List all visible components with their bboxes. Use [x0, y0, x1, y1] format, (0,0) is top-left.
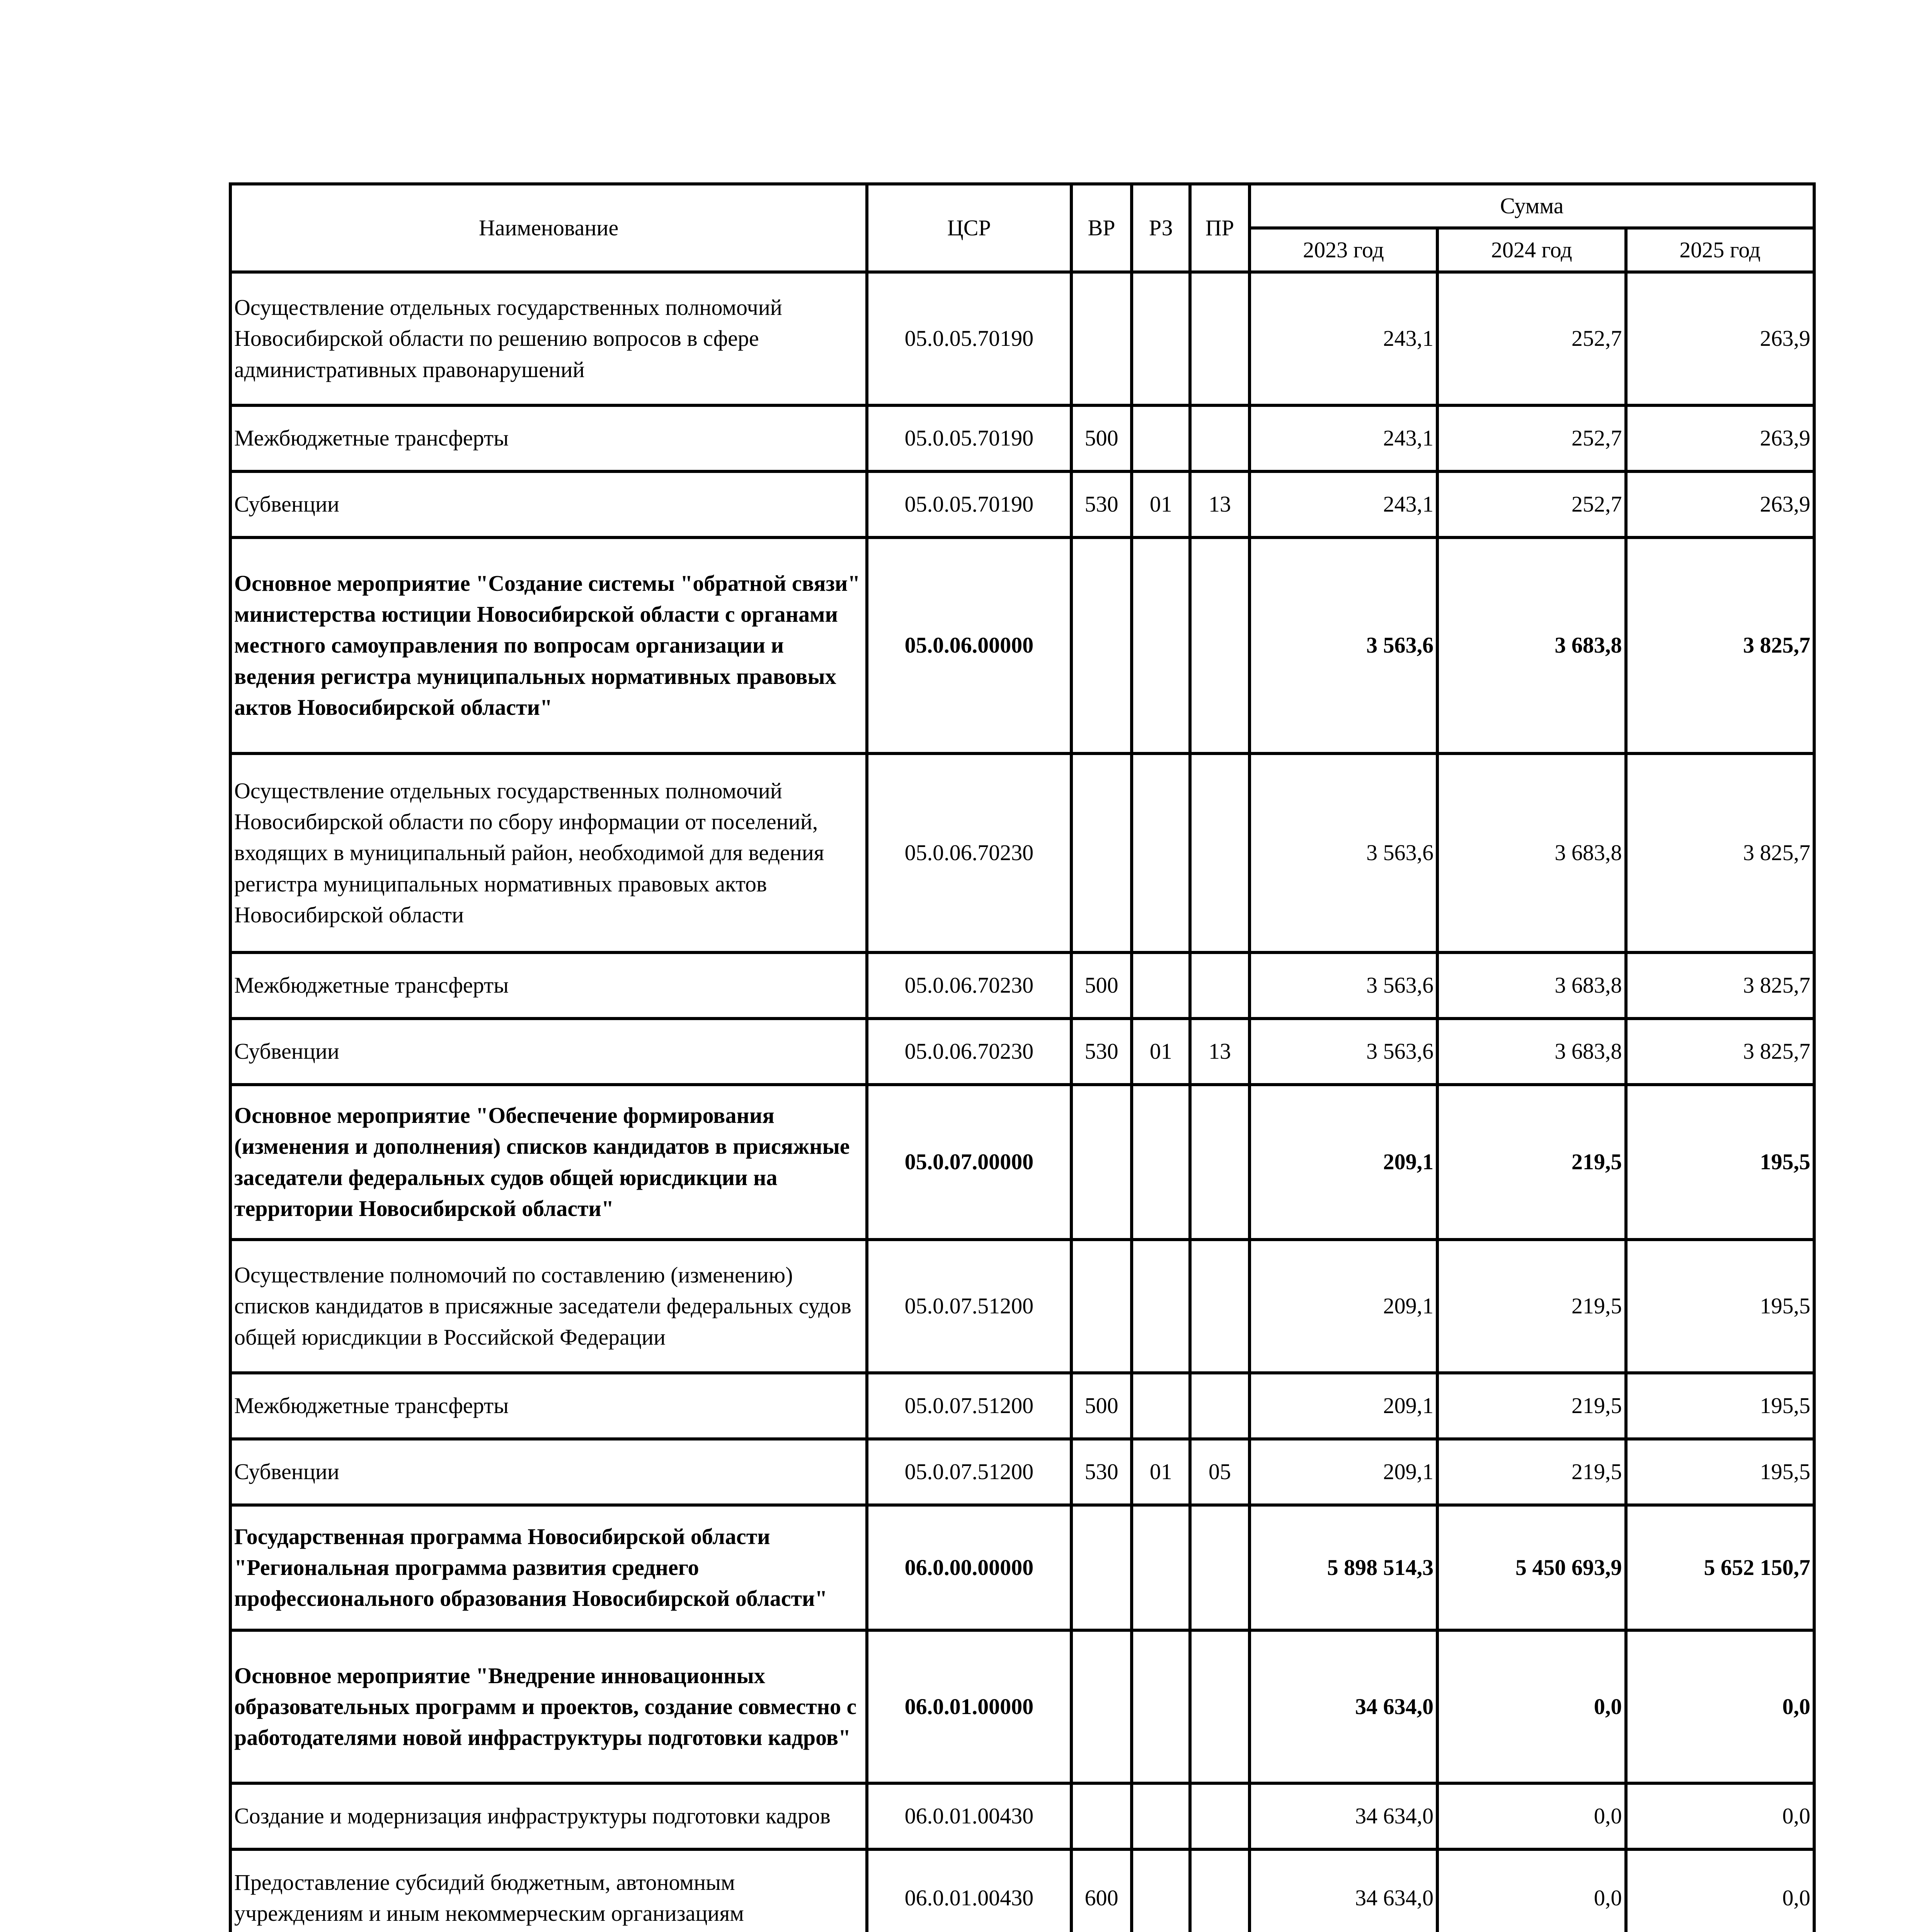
- row-vr: [1071, 1240, 1132, 1373]
- row-rz: [1132, 405, 1190, 471]
- row-vr: 500: [1071, 1373, 1132, 1439]
- row-sum-2025: 3 825,7: [1626, 952, 1814, 1019]
- budget-table: [229, 182, 1816, 1932]
- row-rz: 01: [1132, 1439, 1190, 1505]
- row-pr: [1190, 1630, 1250, 1783]
- row-name: Субвенции: [230, 471, 867, 537]
- row-sum-2024: 0,0: [1437, 1849, 1626, 1932]
- table-row: [230, 1373, 1814, 1439]
- row-sum-2025: 195,5: [1626, 1240, 1814, 1373]
- header-vr: ВР: [1071, 184, 1132, 272]
- row-vr: 600: [1071, 1849, 1132, 1932]
- row-sum-2025: 5 652 150,7: [1626, 1505, 1814, 1630]
- header-year-2024: 2024 год: [1437, 228, 1626, 272]
- table-row: [230, 952, 1814, 1019]
- header-year-2025: 2025 год: [1626, 228, 1814, 272]
- row-sum-2024: 3 683,8: [1437, 1019, 1626, 1085]
- row-pr: [1190, 1849, 1250, 1932]
- row-csr: 05.0.07.51200: [867, 1373, 1071, 1439]
- table-row: [230, 537, 1814, 753]
- row-sum-2024: 3 683,8: [1437, 952, 1626, 1019]
- row-pr: 13: [1190, 1019, 1250, 1085]
- row-name: Осуществление отдельных государственных полномочий Новосибирской области по решению вопросов в сфере административных правонарушений: [230, 272, 867, 405]
- row-sum-2024: 219,5: [1437, 1240, 1626, 1373]
- row-vr: 530: [1071, 1439, 1132, 1505]
- row-sum-2024: 252,7: [1437, 272, 1626, 405]
- header-name: Наименование: [230, 184, 867, 272]
- row-rz: [1132, 1240, 1190, 1373]
- row-sum-2024: 219,5: [1437, 1439, 1626, 1505]
- row-rz: [1132, 272, 1190, 405]
- row-sum-2023: 5 898 514,3: [1250, 1505, 1437, 1630]
- row-rz: [1132, 1505, 1190, 1630]
- row-name: Осуществление полномочий по составлению (изменению) списков кандидатов в присяжные заседатели федеральных судов общей юрисдикции в Российской Федерации: [230, 1240, 867, 1373]
- row-vr: [1071, 1505, 1132, 1630]
- row-sum-2025: 195,5: [1626, 1373, 1814, 1439]
- row-vr: 500: [1071, 405, 1132, 471]
- table-row: [230, 1630, 1814, 1783]
- row-vr: [1071, 1630, 1132, 1783]
- row-name: Основное мероприятие "Обеспечение формирования (изменения и дополнения) списков кандидатов в присяжные заседатели федеральных судов общей юрисдикции на территории Новосибирской области": [230, 1085, 867, 1240]
- row-rz: [1132, 537, 1190, 753]
- row-vr: [1071, 537, 1132, 753]
- row-csr: 05.0.06.70230: [867, 1019, 1071, 1085]
- row-sum-2023: 34 634,0: [1250, 1630, 1437, 1783]
- row-rz: [1132, 753, 1190, 952]
- row-sum-2025: 195,5: [1626, 1085, 1814, 1240]
- row-pr: [1190, 1240, 1250, 1373]
- row-csr: 06.0.00.00000: [867, 1505, 1071, 1630]
- row-vr: [1071, 1783, 1132, 1849]
- row-pr: [1190, 1505, 1250, 1630]
- row-name: Межбюджетные трансферты: [230, 405, 867, 471]
- row-rz: 01: [1132, 471, 1190, 537]
- table-row: [230, 1849, 1814, 1932]
- row-sum-2023: 209,1: [1250, 1085, 1437, 1240]
- row-pr: [1190, 405, 1250, 471]
- row-csr: 05.0.07.00000: [867, 1085, 1071, 1240]
- row-pr: [1190, 1085, 1250, 1240]
- table-row: [230, 753, 1814, 952]
- row-sum-2023: 3 563,6: [1250, 537, 1437, 753]
- row-pr: [1190, 272, 1250, 405]
- row-sum-2023: 34 634,0: [1250, 1783, 1437, 1849]
- row-csr: 05.0.05.70190: [867, 471, 1071, 537]
- row-vr: [1071, 753, 1132, 952]
- row-sum-2023: 34 634,0: [1250, 1849, 1437, 1932]
- table-row: [230, 1085, 1814, 1240]
- header-rz: РЗ: [1132, 184, 1190, 272]
- row-csr: 06.0.01.00000: [867, 1630, 1071, 1783]
- row-name: Государственная программа Новосибирской области "Региональная программа развития среднего профессионального образования Новосибирской области": [230, 1505, 867, 1630]
- row-sum-2024: 252,7: [1437, 405, 1626, 471]
- table-row: [230, 1439, 1814, 1505]
- row-pr: [1190, 1783, 1250, 1849]
- row-csr: 05.0.06.00000: [867, 537, 1071, 753]
- row-csr: 05.0.05.70190: [867, 405, 1071, 471]
- row-rz: [1132, 952, 1190, 1019]
- header-csr: ЦСР: [867, 184, 1071, 272]
- row-sum-2024: 0,0: [1437, 1783, 1626, 1849]
- row-pr: [1190, 753, 1250, 952]
- row-sum-2025: 0,0: [1626, 1849, 1814, 1932]
- row-sum-2023: 243,1: [1250, 405, 1437, 471]
- row-vr: 530: [1071, 1019, 1132, 1085]
- row-csr: 05.0.06.70230: [867, 952, 1071, 1019]
- header-sum: Сумма: [1250, 184, 1814, 228]
- row-rz: [1132, 1630, 1190, 1783]
- row-sum-2024: 3 683,8: [1437, 537, 1626, 753]
- row-sum-2023: 243,1: [1250, 272, 1437, 405]
- row-pr: 13: [1190, 471, 1250, 537]
- header-year-2023: 2023 год: [1250, 228, 1437, 272]
- row-sum-2025: 3 825,7: [1626, 1019, 1814, 1085]
- row-sum-2025: 263,9: [1626, 471, 1814, 537]
- row-sum-2025: 195,5: [1626, 1439, 1814, 1505]
- row-sum-2025: 263,9: [1626, 405, 1814, 471]
- row-vr: 500: [1071, 952, 1132, 1019]
- row-vr: 530: [1071, 471, 1132, 537]
- row-csr: 05.0.07.51200: [867, 1240, 1071, 1373]
- row-sum-2023: 3 563,6: [1250, 952, 1437, 1019]
- row-name: Межбюджетные трансферты: [230, 952, 867, 1019]
- row-rz: [1132, 1849, 1190, 1932]
- row-sum-2024: 0,0: [1437, 1630, 1626, 1783]
- row-name: Субвенции: [230, 1439, 867, 1505]
- row-csr: 06.0.01.00430: [867, 1783, 1071, 1849]
- row-sum-2024: 3 683,8: [1437, 753, 1626, 952]
- row-sum-2023: 209,1: [1250, 1240, 1437, 1373]
- row-sum-2023: 243,1: [1250, 471, 1437, 537]
- row-name: Осуществление отдельных государственных полномочий Новосибирской области по сбору информации от поселений, входящих в муниципальный район, необходимой для ведения регистра муниципальных нормативных правовых актов Новосибирской области: [230, 753, 867, 952]
- row-sum-2023: 209,1: [1250, 1373, 1437, 1439]
- row-sum-2025: 3 825,7: [1626, 537, 1814, 753]
- table-row: [230, 1783, 1814, 1849]
- row-name: Межбюджетные трансферты: [230, 1373, 867, 1439]
- row-rz: 01: [1132, 1019, 1190, 1085]
- row-sum-2023: 3 563,6: [1250, 1019, 1437, 1085]
- table-row: [230, 471, 1814, 537]
- row-sum-2023: 3 563,6: [1250, 753, 1437, 952]
- row-sum-2023: 209,1: [1250, 1439, 1437, 1505]
- row-sum-2024: 252,7: [1437, 471, 1626, 537]
- row-name: Основное мероприятие "Создание системы "обратной связи" министерства юстиции Новосибирской области с органами местного самоуправления по вопросам организации и ведения регистра муниципальных нормативных правовых актов Новосибирской области": [230, 537, 867, 753]
- row-name: Предоставление субсидий бюджетным, автономным учреждениям и иным некоммерческим организациям: [230, 1849, 867, 1932]
- row-sum-2024: 219,5: [1437, 1373, 1626, 1439]
- row-pr: [1190, 537, 1250, 753]
- table-row: [230, 1019, 1814, 1085]
- row-rz: [1132, 1085, 1190, 1240]
- row-csr: 05.0.05.70190: [867, 272, 1071, 405]
- table-row: [230, 272, 1814, 405]
- table-row: [230, 1505, 1814, 1630]
- row-pr: 05: [1190, 1439, 1250, 1505]
- row-sum-2025: 3 825,7: [1626, 753, 1814, 952]
- row-vr: [1071, 272, 1132, 405]
- row-name: Субвенции: [230, 1019, 867, 1085]
- row-name: Основное мероприятие "Внедрение инновационных образовательных программ и проектов, создание совместно с работодателями новой инфраструктуры подготовки кадров": [230, 1630, 867, 1783]
- row-sum-2024: 219,5: [1437, 1085, 1626, 1240]
- row-pr: [1190, 952, 1250, 1019]
- header-pr: ПР: [1190, 184, 1250, 272]
- row-pr: [1190, 1373, 1250, 1439]
- row-sum-2025: 263,9: [1626, 272, 1814, 405]
- row-rz: [1132, 1373, 1190, 1439]
- row-sum-2024: 5 450 693,9: [1437, 1505, 1626, 1630]
- row-csr: 05.0.06.70230: [867, 753, 1071, 952]
- row-rz: [1132, 1783, 1190, 1849]
- table-row: [230, 1240, 1814, 1373]
- row-vr: [1071, 1085, 1132, 1240]
- row-csr: 06.0.01.00430: [867, 1849, 1071, 1932]
- row-sum-2025: 0,0: [1626, 1783, 1814, 1849]
- row-sum-2025: 0,0: [1626, 1630, 1814, 1783]
- row-name: Создание и модернизация инфраструктуры подготовки кадров: [230, 1783, 867, 1849]
- table-row: [230, 405, 1814, 471]
- row-csr: 05.0.07.51200: [867, 1439, 1071, 1505]
